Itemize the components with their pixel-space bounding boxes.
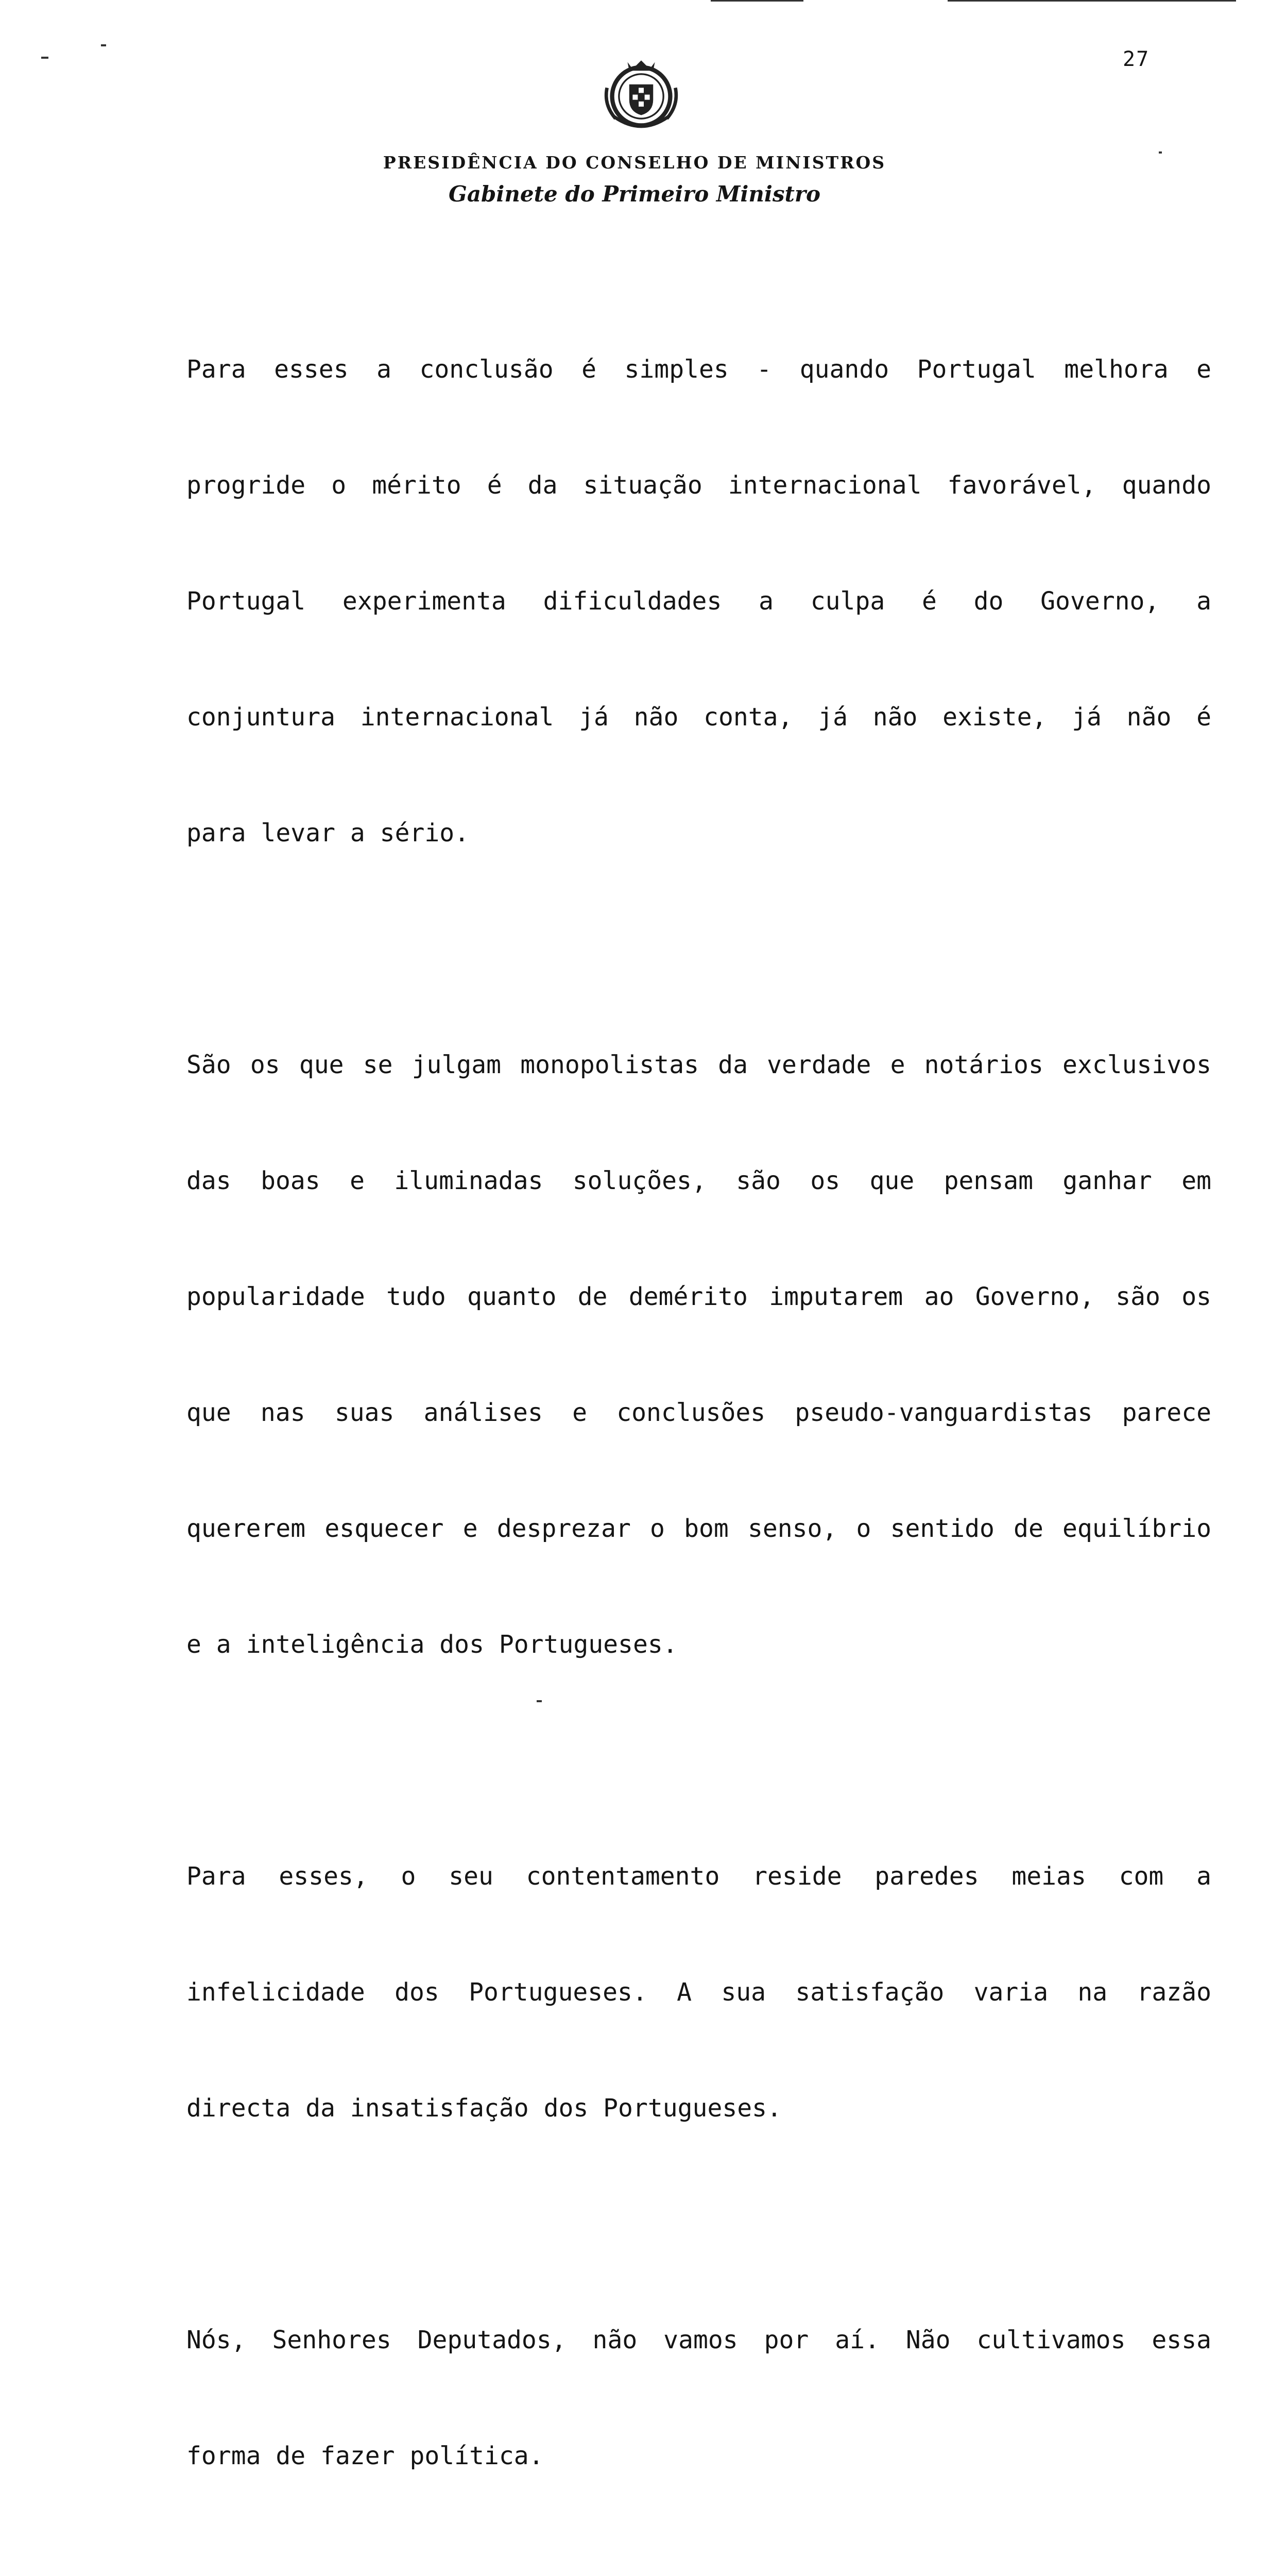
institution-name: PRESIDÊNCIA DO CONSELHO DE MINISTROS	[383, 152, 886, 173]
text-line: infelicidade dos Portugueses. A sua satisfação varia na razão	[186, 1978, 1211, 2007]
paragraph-2	[186, 969, 1211, 1741]
paragraph-4	[186, 2244, 1211, 2553]
text-line: Portugal experimenta dificuldades a culpa é do Governo, a	[186, 587, 1211, 616]
coat-of-arms-emblem	[598, 54, 684, 139]
text-line: Para esses, o seu contentamento reside paredes meias com a	[186, 1862, 1211, 1891]
text-line: popularidade tudo quanto de demérito imputarem ao Governo, são os	[186, 1282, 1211, 1311]
scan-artifact	[41, 57, 48, 59]
text-line: das boas e iluminadas soluções, são os que pensam ganhar em	[186, 1166, 1211, 1195]
paragraph-3	[186, 1780, 1211, 2205]
scan-artifact	[537, 1700, 542, 1702]
document-body	[186, 273, 1211, 2576]
text-line: Para esses a conclusão é simples - quando Portugal melhora e	[186, 355, 1211, 384]
text-line: para levar a sério.	[186, 819, 470, 848]
text-line: forma de fazer política.	[186, 2442, 544, 2470]
page-number: 27	[1123, 47, 1150, 71]
scan-artifact	[101, 44, 106, 46]
scan-artifact	[948, 0, 1236, 2]
text-line: São os que se julgam monopolistas da verdade e notários exclusivos	[186, 1050, 1211, 1079]
scan-artifact	[711, 0, 803, 2]
text-line: progride o mérito é da situação internacional favorável, quando	[186, 471, 1211, 500]
paragraph-1	[186, 273, 1211, 930]
text-line: directa da insatisfação dos Portugueses.	[186, 2094, 782, 2123]
text-line: conjuntura internacional já não conta, já não existe, já não é	[186, 703, 1211, 732]
text-line: quererem esquecer e desprezar o bom senso, o sentido de equilíbrio	[186, 1514, 1211, 1543]
text-line: que nas suas análises e conclusões pseudo-vanguardistas parece	[186, 1398, 1211, 1427]
text-line: e a inteligência dos Portugueses.	[186, 1630, 678, 1659]
cabinet-name: Gabinete do Primeiro Ministro	[448, 181, 821, 207]
text-line: Nós, Senhores Deputados, não vamos por aí. Não cultivamos essa	[186, 2326, 1211, 2354]
scan-artifact	[1159, 151, 1162, 154]
